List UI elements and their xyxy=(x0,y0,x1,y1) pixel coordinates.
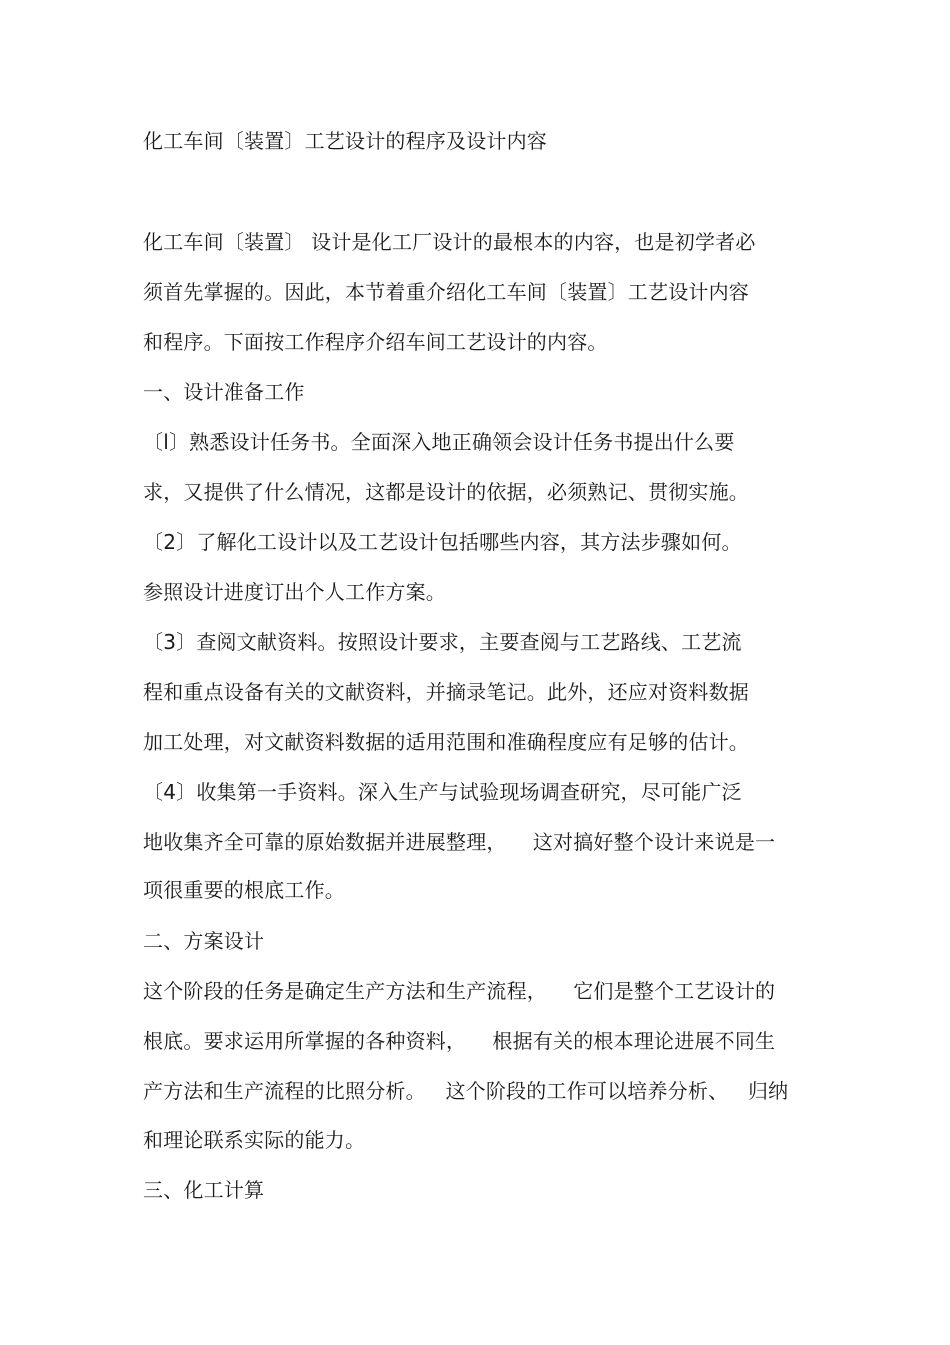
paragraph-line: 〔2〕了解化工设计以及工艺设计包括哪些内容，其方法步骤如何。 xyxy=(143,530,742,554)
section-heading: 二、方案设计 xyxy=(143,929,265,953)
paragraph-line: 参照设计进度订出个人工作方案。 xyxy=(143,580,446,604)
paragraph-line: 和理论联系实际的能力。 xyxy=(143,1128,366,1152)
paragraph-line: 程和重点设备有关的文献资料，并摘录笔记。此外，还应对资料数据 xyxy=(143,680,749,704)
paragraph-line: 地收集齐全可靠的原始数据并进展整理， 这对搞好整个设计来说是一 xyxy=(143,830,776,854)
paragraph-line: 求，又提供了什么情况，这都是设计的依据，必须熟记、贯彻实施。 xyxy=(143,480,749,504)
section-heading: 三、化工计算 xyxy=(143,1178,265,1202)
paragraph-line: 项很重要的根底工作。 xyxy=(143,878,345,902)
paragraph-line: 须首先掌握的。因此，本节着重介绍化工车间〔装置〕工艺设计内容 xyxy=(143,280,749,304)
paragraph-line: 加工处理，对文献资料数据的适用范围和准确程度应有足够的估计。 xyxy=(143,730,749,754)
paragraph-line: 〔l〕熟悉设计任务书。全面深入地正确领会设计任务书提出什么要 xyxy=(143,430,735,454)
paragraph-line: 〔4〕收集第一手资料。深入生产与试验现场调查研究，尽可能广泛 xyxy=(143,780,742,804)
paragraph-line: 根底。要求运用所掌握的各种资料， 根据有关的根本理论进展不同生 xyxy=(143,1029,776,1053)
paragraph-line: 化工车间〔装置〕 设计是化工厂设计的最根本的内容，也是初学者必 xyxy=(143,230,756,254)
section-heading: 一、设计准备工作 xyxy=(143,380,305,404)
paragraph-line: 〔3〕查阅文献资料。按照设计要求，主要查阅与工艺路线、工艺流 xyxy=(143,630,742,654)
paragraph-line: 和程序。下面按工作程序介绍车间工艺设计的内容。 xyxy=(143,330,608,354)
paragraph-line: 产方法和生产流程的比照分析。 这个阶段的工作可以培养分析、 归纳 xyxy=(143,1079,789,1103)
paragraph-line: 这个阶段的任务是确定生产方法和生产流程， 它们是整个工艺设计的 xyxy=(143,979,776,1003)
document-title: 化工车间〔装置〕工艺设计的程序及设计内容 xyxy=(143,129,547,153)
